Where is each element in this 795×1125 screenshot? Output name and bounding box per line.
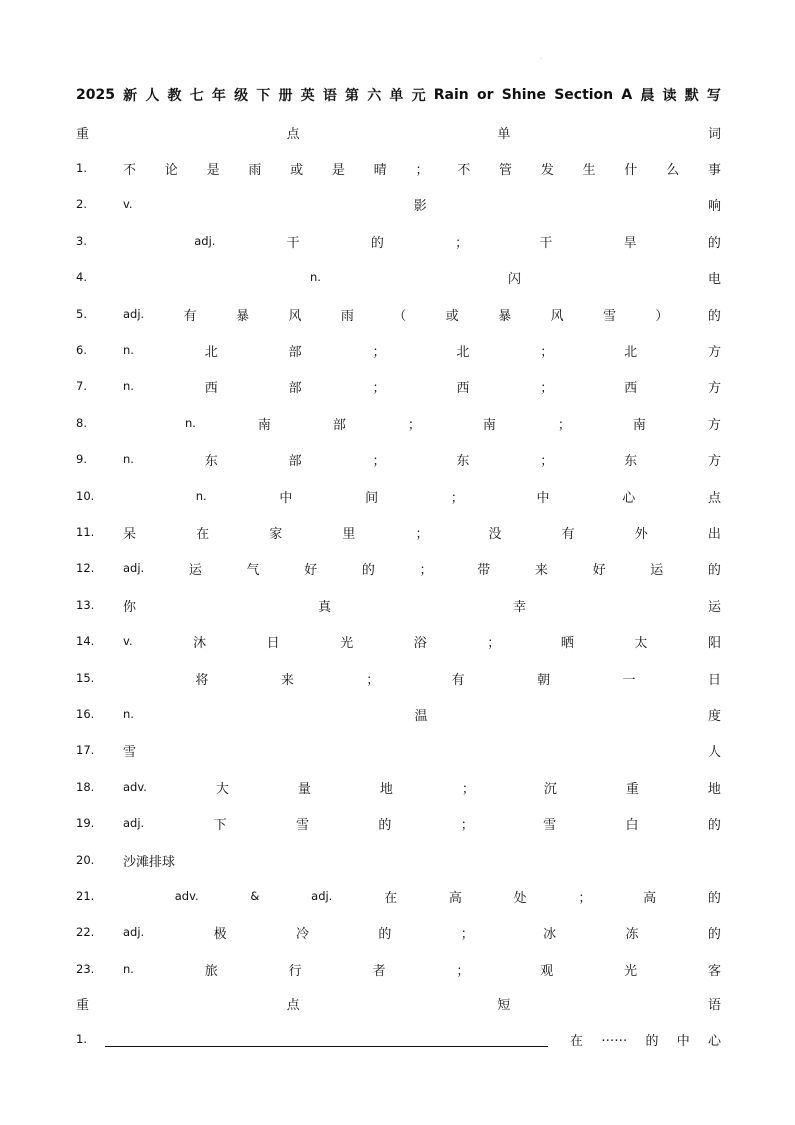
meaning-token: n. [123, 452, 134, 466]
title-token: 级 [234, 88, 249, 104]
word-item [76, 921, 721, 943]
word-number: 18. [76, 780, 95, 794]
word-meaning [123, 414, 721, 433]
meaning-token: 干 [539, 235, 553, 251]
word-item [76, 157, 721, 179]
meaning-token: 响 [707, 198, 721, 214]
meaning-token: ； [450, 490, 464, 506]
meaning-token: 的 [378, 817, 392, 833]
word-number: 9. [76, 452, 87, 466]
meaning-token: n. [123, 343, 134, 357]
meaning-token: 地 [379, 781, 393, 797]
meaning-token: ； [366, 672, 380, 688]
meaning-token: 下 [213, 817, 227, 833]
meaning-token: 方 [707, 380, 721, 396]
meaning-token: （ [393, 308, 407, 324]
meaning-token: 风 [550, 308, 564, 324]
meaning-token: 阳 [707, 635, 721, 651]
meaning-token: 白 [625, 817, 639, 833]
meaning-token: 冷 [295, 926, 309, 942]
word-meaning [123, 596, 721, 615]
word-item [76, 630, 721, 652]
word-item [76, 375, 721, 397]
meaning-token: 来 [534, 562, 548, 578]
meaning-token: n. [184, 416, 196, 430]
header-char: 短 [497, 997, 511, 1013]
word-meaning [123, 705, 721, 724]
meaning-token: 论 [164, 162, 178, 178]
meaning-token: 部 [288, 380, 302, 396]
word-meaning [123, 232, 721, 251]
meaning-token: n. [123, 707, 134, 721]
meaning-token: 发 [540, 162, 554, 178]
word-item [76, 266, 721, 288]
meaning-token: 管 [499, 162, 513, 178]
word-number: 8. [76, 416, 87, 430]
word-item [76, 812, 721, 834]
header-char: 点 [286, 126, 300, 142]
meaning-token: adv. [123, 780, 147, 794]
meaning-token: 南 [632, 417, 646, 433]
title-token: 晨 [640, 88, 655, 104]
meaning-token: 的 [707, 308, 721, 324]
meaning-token: ； [372, 453, 386, 469]
meaning-token: 者 [372, 963, 386, 979]
word-item [76, 412, 721, 434]
word-number: 12. [76, 561, 95, 575]
meaning-token: ） [655, 308, 669, 324]
title-token: 默 [684, 88, 699, 104]
word-meaning [123, 523, 721, 542]
meaning-token: & [250, 889, 260, 903]
meaning-token: ； [487, 635, 501, 651]
meaning-token: 外 [634, 526, 648, 542]
meaning-token: 不 [457, 162, 471, 178]
meaning-token: ； [419, 562, 433, 578]
title-token: A [621, 87, 633, 103]
word-item [76, 703, 721, 725]
meaning-token: adj. [194, 234, 216, 248]
meaning-token: 什 [624, 162, 638, 178]
meaning-token: 北 [624, 344, 638, 360]
meaning-token: 是 [206, 162, 220, 178]
title-token: Rain [433, 87, 469, 103]
word-meaning [123, 960, 721, 979]
word-item [76, 958, 721, 980]
word-item [76, 776, 721, 798]
meaning-token: 运 [188, 562, 202, 578]
meaning-token: v. [123, 634, 133, 648]
word-number: 11. [76, 525, 95, 539]
meaning-token: 客 [707, 963, 721, 979]
meaning-token: 干 [286, 235, 300, 251]
title-token: 册 [278, 88, 293, 104]
meaning-token: 有 [183, 308, 197, 324]
meaning-token: 里 [342, 526, 356, 542]
meaning-token: 的 [378, 926, 392, 942]
meaning-token: 南 [482, 417, 496, 433]
meaning-token: 带 [477, 562, 491, 578]
word-meaning [123, 305, 721, 324]
meaning-token: 雨 [248, 162, 262, 178]
meaning-token: 间 [365, 490, 379, 506]
meaning-token: ； [460, 926, 474, 942]
word-meaning [123, 923, 721, 942]
meaning-token: 方 [707, 344, 721, 360]
word-number: 13. [76, 598, 95, 612]
meaning-token: 家 [269, 526, 283, 542]
header-char: 重 [76, 997, 90, 1013]
title-token: 年 [211, 88, 226, 104]
word-item [76, 339, 721, 361]
word-item [76, 557, 721, 579]
meaning-token: adj. [311, 889, 333, 903]
title-token: 六 [367, 88, 382, 104]
meaning-token: 沉 [543, 781, 557, 797]
meaning-token: ； [415, 526, 429, 542]
meaning-token: 西 [456, 380, 470, 396]
meaning-token: 的 [707, 817, 721, 833]
word-meaning [123, 887, 721, 906]
meaning-token: 极 [213, 926, 227, 942]
meaning-token: 西 [204, 380, 218, 396]
meaning-token: 高 [643, 890, 657, 906]
meaning-token: ； [372, 344, 386, 360]
meaning-token: n. [123, 962, 134, 976]
word-item [76, 594, 721, 616]
meaning-token: ； [540, 344, 554, 360]
meaning-token: 事 [707, 162, 721, 178]
meaning-token: 一 [622, 672, 636, 688]
meaning-token: 点 [707, 490, 721, 506]
meaning-token: 的 [361, 562, 375, 578]
meaning-token: 雨 [340, 308, 354, 324]
meaning-token: ； [456, 963, 470, 979]
meaning-token: n. [310, 270, 321, 284]
word-item [76, 303, 721, 325]
meaning-token: 中 [279, 490, 293, 506]
title-token: 单 [389, 88, 404, 104]
hint-token: 中 [676, 1033, 690, 1049]
meaning-token: 雪 [123, 744, 137, 760]
word-number: 20. [76, 853, 95, 867]
meaning-token: 好 [304, 562, 318, 578]
word-number: 23. [76, 962, 95, 976]
word-meaning [123, 741, 721, 760]
meaning-token: 大 [215, 781, 229, 797]
word-meaning [123, 159, 721, 178]
word-number: 3. [76, 234, 87, 248]
word-meaning [123, 377, 721, 396]
title-token: 元 [411, 88, 426, 104]
header-char: 单 [497, 126, 511, 142]
hint-token: …… [601, 1029, 628, 1045]
meaning-token: 闪 [507, 271, 521, 287]
title-token: or [476, 87, 494, 103]
title-token: Shine [501, 87, 546, 103]
word-item [76, 230, 721, 252]
meaning-token: 或 [290, 162, 304, 178]
meaning-token: 冰 [543, 926, 557, 942]
meaning-token: 温 [414, 708, 428, 724]
meaning-token: 重 [625, 781, 639, 797]
meaning-token: 北 [204, 344, 218, 360]
title-token: 新 [123, 88, 138, 104]
word-number: 16. [76, 707, 95, 721]
header-char: 重 [76, 126, 90, 142]
word-number: 5. [76, 307, 87, 321]
title-token: 写 [706, 88, 721, 104]
meaning-token: 光 [624, 963, 638, 979]
word-number: 19. [76, 816, 95, 830]
meaning-token: v. [123, 197, 133, 211]
word-meaning [123, 341, 721, 360]
meaning-token: ； [578, 890, 592, 906]
meaning-token: 呆 [123, 526, 137, 542]
word-item [76, 849, 721, 871]
word-meaning [123, 778, 721, 797]
meaning-token: 方 [707, 417, 721, 433]
title-token: 人 [145, 88, 160, 104]
word-number: 7. [76, 379, 87, 393]
meaning-token: 中 [536, 490, 550, 506]
section-header-key-words [76, 121, 721, 143]
meaning-token: 幸 [512, 599, 526, 615]
word-number: 2. [76, 197, 87, 211]
word-number: 10. [76, 489, 95, 503]
meaning-token: 旅 [204, 963, 218, 979]
meaning-token: 运 [707, 599, 721, 615]
meaning-token: 电 [707, 271, 721, 287]
meaning-token: 雪 [543, 817, 557, 833]
title-token: 第 [345, 88, 360, 104]
meaning-token: 行 [288, 963, 302, 979]
title-token: 英 [300, 88, 315, 104]
word-item [76, 485, 721, 507]
title-token: 语 [322, 88, 337, 104]
word-meaning [123, 487, 721, 506]
meaning-token: 人 [707, 744, 721, 760]
meaning-token: 没 [488, 526, 502, 542]
header-char: 语 [707, 997, 721, 1013]
corner-dot: . [540, 54, 542, 61]
word-item [76, 193, 721, 215]
phrase-item-1 [76, 1028, 721, 1050]
meaning-token: 暴 [498, 308, 512, 324]
meaning-token: 你 [123, 599, 137, 615]
meaning-token: 东 [624, 453, 638, 469]
word-item [76, 739, 721, 761]
word-item [76, 521, 721, 543]
meaning-token: 好 [592, 562, 606, 578]
meaning-token: 的 [707, 890, 721, 906]
meaning-token: 浴 [413, 635, 427, 651]
meaning-token: 或 [445, 308, 459, 324]
meaning-token: adj. [123, 816, 145, 830]
meaning-token: ； [460, 817, 474, 833]
meaning-token: 晒 [560, 635, 574, 651]
meaning-token: 暴 [236, 308, 250, 324]
meaning-token: 量 [297, 781, 311, 797]
meaning-token: 将 [195, 672, 209, 688]
word-meaning [123, 814, 721, 833]
meaning-token: 风 [288, 308, 302, 324]
meaning-token: 高 [448, 890, 462, 906]
meaning-token: 真 [317, 599, 331, 615]
meaning-token: adv. [174, 889, 199, 903]
meaning-token: 日 [266, 635, 280, 651]
meaning-token: 气 [246, 562, 260, 578]
header-char: 词 [707, 126, 721, 142]
word-meaning [123, 450, 721, 469]
header-char: 点 [286, 997, 300, 1013]
hint-token: 在 [570, 1033, 584, 1049]
phrase-number: 1. [76, 1032, 87, 1046]
meaning-token: 太 [634, 635, 648, 651]
meaning-token: 光 [340, 635, 354, 651]
meaning-token: 东 [456, 453, 470, 469]
meaning-token: 日 [707, 672, 721, 688]
meaning-token: 雪 [602, 308, 616, 324]
meaning-token: 沐 [193, 635, 207, 651]
meaning-token: ； [540, 380, 554, 396]
meaning-token: 观 [540, 963, 554, 979]
word-number: 22. [76, 925, 95, 939]
meaning-token: 部 [332, 417, 346, 433]
word-meaning [123, 268, 721, 287]
hint-token: 心 [707, 1033, 721, 1049]
meaning-token: 地 [707, 781, 721, 797]
meaning-token: 有 [451, 672, 465, 688]
meaning-token: 的 [707, 562, 721, 578]
word-meaning [123, 559, 721, 578]
meaning-token: 的 [370, 235, 384, 251]
answer-blank[interactable] [105, 1032, 548, 1047]
meaning-token: ； [415, 162, 429, 178]
meaning-token: 晴 [373, 162, 387, 178]
meaning-token: n. [195, 489, 207, 503]
meaning-token: 心 [622, 490, 636, 506]
title-token: Section [554, 87, 614, 103]
meaning-token: 有 [561, 526, 575, 542]
meaning-token: 雪 [295, 817, 309, 833]
meaning-token: 在 [196, 526, 210, 542]
meaning-token: 运 [650, 562, 664, 578]
meaning-token: ； [557, 417, 571, 433]
word-item [76, 448, 721, 470]
meaning-token: 的 [707, 926, 721, 942]
meaning-token: 北 [456, 344, 470, 360]
word-item [76, 667, 721, 689]
title-token: 下 [256, 88, 271, 104]
title-token: 教 [167, 88, 182, 104]
meaning-token: 方 [707, 453, 721, 469]
word-number: 4. [76, 270, 87, 284]
section-header-key-phrases [76, 992, 721, 1014]
meaning-token: 的 [707, 235, 721, 251]
meaning-token: 么 [666, 162, 680, 178]
title-token: 七 [189, 88, 204, 104]
meaning-token: 东 [204, 453, 218, 469]
word-number: 17. [76, 743, 95, 757]
word-meaning [123, 195, 721, 214]
word-meaning: 沙滩排球 [123, 854, 176, 870]
hint-token: 的 [645, 1033, 659, 1049]
meaning-token: 是 [331, 162, 345, 178]
meaning-token: ； [455, 235, 469, 251]
word-number: 21. [76, 889, 95, 903]
meaning-token: 部 [288, 344, 302, 360]
meaning-token: adj. [123, 561, 145, 575]
word-item [76, 885, 721, 907]
word-number: 1. [76, 161, 87, 175]
meaning-token: ； [461, 781, 475, 797]
meaning-token: 度 [707, 708, 721, 724]
meaning-token: 部 [288, 453, 302, 469]
meaning-token: adj. [123, 307, 145, 321]
meaning-token: ； [407, 417, 421, 433]
meaning-token: ； [372, 380, 386, 396]
meaning-token: 出 [707, 526, 721, 542]
title-token: 2025 [76, 87, 115, 103]
meaning-token: adj. [123, 925, 145, 939]
title-token: 读 [662, 88, 677, 104]
meaning-token: ； [540, 453, 554, 469]
meaning-token: 来 [280, 672, 294, 688]
word-number: 6. [76, 343, 87, 357]
word-number: 14. [76, 634, 95, 648]
word-meaning [123, 632, 721, 651]
meaning-token: 西 [624, 380, 638, 396]
meaning-token: 影 [413, 198, 427, 214]
meaning-token: 南 [257, 417, 271, 433]
meaning-token: 处 [513, 890, 527, 906]
meaning-token: 在 [384, 890, 398, 906]
meaning-token: 旱 [623, 235, 637, 251]
meaning-token: 不 [123, 162, 137, 178]
meaning-token: 生 [582, 162, 596, 178]
meaning-token: 朝 [537, 672, 551, 688]
meaning-token: 冻 [625, 926, 639, 942]
word-meaning [123, 669, 721, 688]
meaning-token: n. [123, 379, 134, 393]
page-title [76, 84, 721, 106]
phrase-hint [570, 1030, 721, 1049]
word-number: 15. [76, 671, 95, 685]
